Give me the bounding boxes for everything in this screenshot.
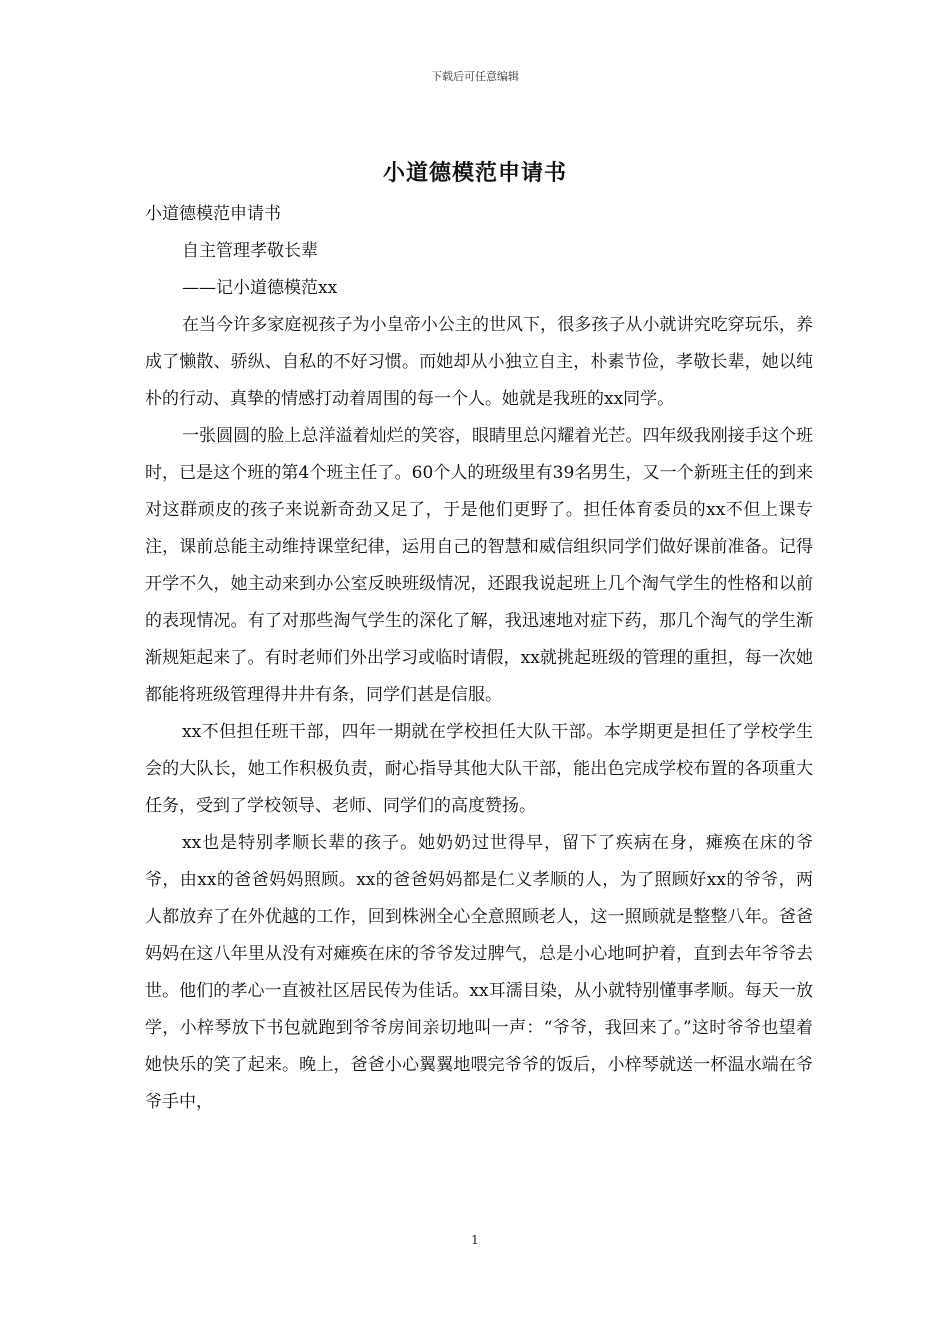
paragraph-filial-piety: xx也是特别孝顺长辈的孩子。她奶奶过世得早，留下了疾病在身，瘫痪在床的爷爷，由xx的爸爸妈妈照顾。xx的爸爸妈妈都是仁义孝顺的人，为了照顾好xx的爷爷，两人都放弃了在外优越的工作，回到株洲全心全意照顾老人，这一照顾就是整整八年。爸爸妈妈在这八年里从没有对瘫痪在床的爷爷发过脾气，总是小心地呵护着，直到去年爷爷去世。他们的孝心一直被社区居民传为佳话。xx耳濡目染，从小就特别懂事孝顺。每天一放学，小梓琴放下书包就跑到爷爷房间亲切地叫一声：“爷爷，我回来了。”这时爷爷也望着她快乐的笑了起来。晚上，爸爸小心翼翼地喂完爷爷的饭后，小梓琴就送一杯温水端在爷爷手中， xyxy=(145,833,813,1112)
paragraph-byline: ——记小道德模范xx xyxy=(182,278,338,298)
paragraph-student-leader: xx不但担任班干部，四年一期就在学校担任大队干部。本学期更是担任了学校学生会的大队长，她工作积极负责，耐心指导其他大队干部，能出色完成学校布置的各项重大任务，受到了学校领导、老师、同学们的高度赞扬。 xyxy=(145,722,813,816)
document-body xyxy=(145,196,813,1121)
document-title: 小道德模范申请书 xyxy=(382,160,567,186)
paragraph-class-management: 一张圆圆的脸上总洋溢着灿烂的笑容，眼睛里总闪耀着光芒。四年级我刚接手这个班时，已是这个班的第4个班主任了。60个人的班级里有39名男生，又一个新班主任的到来对这群顽皮的孩子来说新奇劲又足了，于是他们更野了。担任体育委员的xx不但上课专注，课前总能主动维持课堂纪律，运用自己的智慧和威信组织同学们做好课前准备。记得开学不久，她主动来到办公室反映班级情况，还跟我说起班上几个淘气学生的性格和以前的表现情况。有了对那些淘气学生的深化了解，我迅速地对症下药，那几个淘气的学生渐渐规矩起来了。有时老师们外出学习或临时请假，xx就挑起班级的管理的重担，每一次她都能将班级管理得井井有条，同学们甚是信服。 xyxy=(145,426,813,705)
page-number: 1 xyxy=(471,1233,479,1247)
header-note: 下载后可任意编辑 xyxy=(431,70,519,83)
paragraph-theme: 自主管理孝敬长辈 xyxy=(182,241,318,261)
paragraph-subtitle: 小道德模范申请书 xyxy=(145,204,281,224)
paragraph-intro: 在当今许多家庭视孩子为小皇帝小公主的世风下，很多孩子从小就讲究吃穿玩乐，养成了懒散、骄纵、自私的不好习惯。而她却从小独立自主，朴素节俭，孝敬长辈，她以纯朴的行动、真挚的情感打动着周围的每一个人。她就是我班的xx同学。 xyxy=(145,315,813,409)
